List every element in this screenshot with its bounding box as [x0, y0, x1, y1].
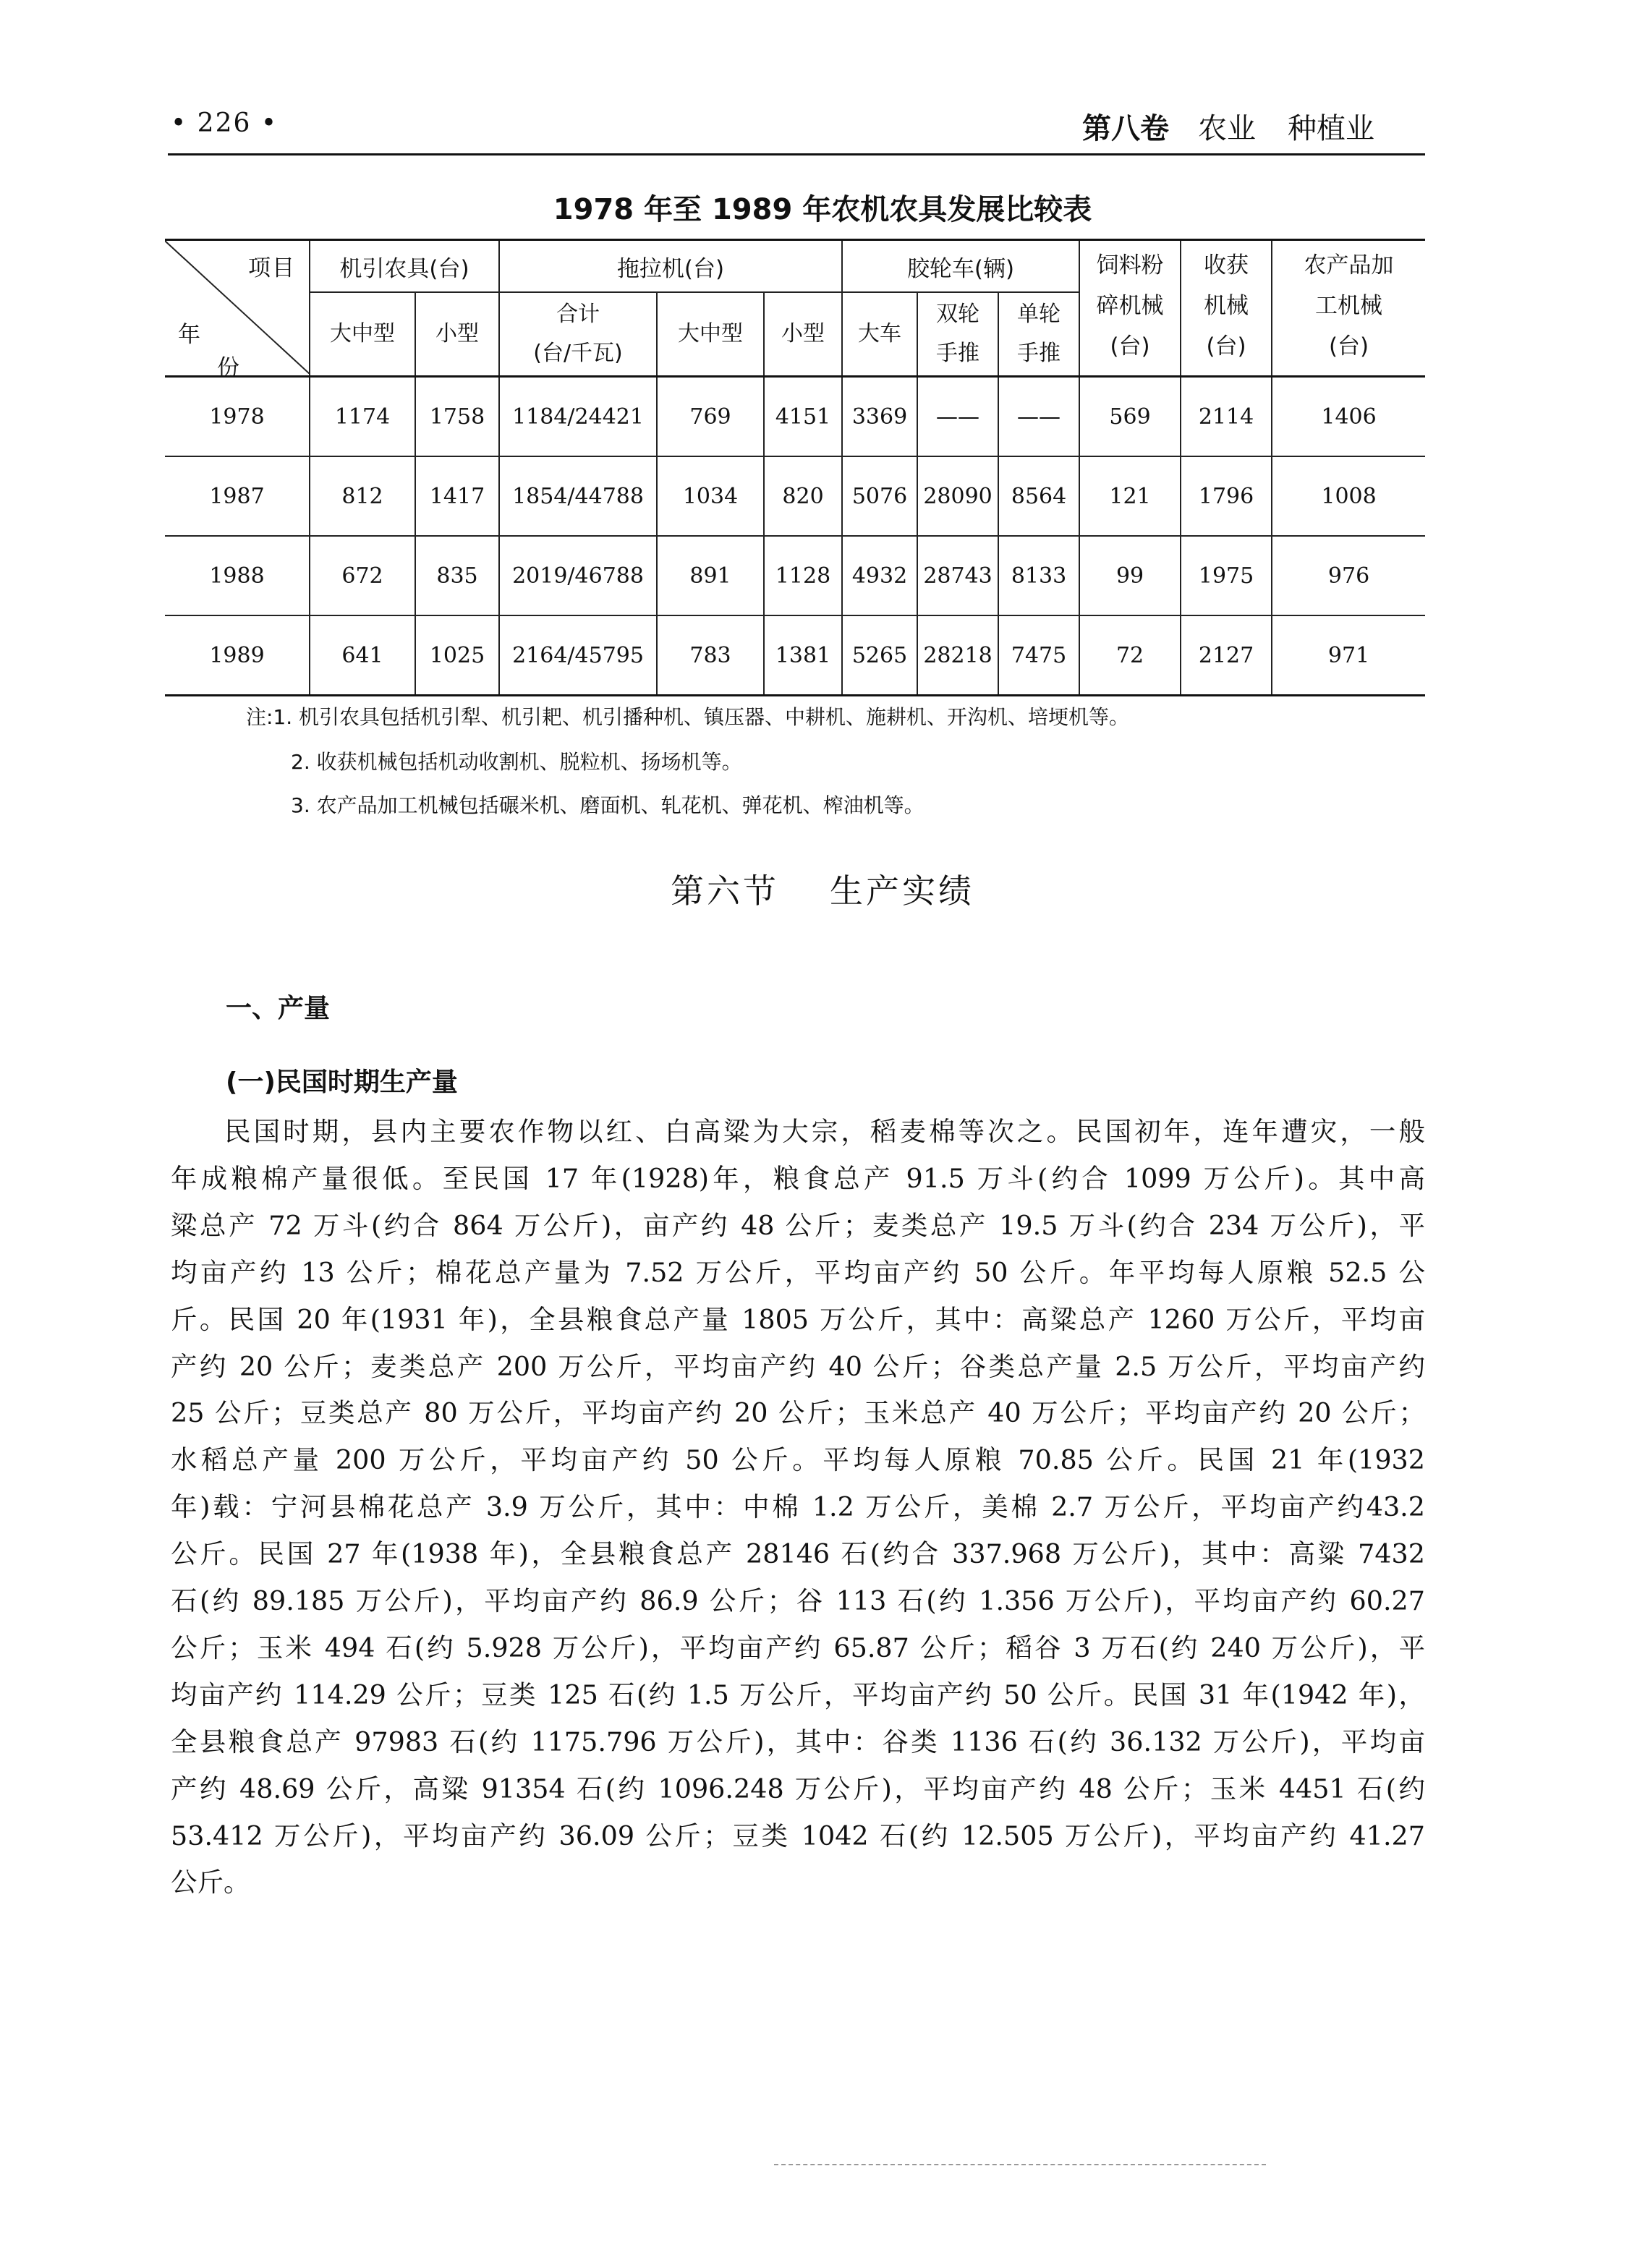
paragraph-line: 产约 48.69 公斤，高粱 91354 石(约 1096.248 万公斤)，平均亩产约 48 公斤；玉米 4451 石(约 [171, 1773, 1425, 1804]
running-header [1082, 106, 1374, 147]
category-label: 农业 [1198, 112, 1256, 145]
table-cell-c8: 8564 [998, 456, 1079, 536]
table-cell-c7: 28743 [917, 536, 998, 615]
table-cell-c1: 812 [310, 456, 415, 536]
paragraph-line: 斤。民国 20 年(1931 年)，全县粮食总产量 1805 万公斤，其中：高粱总产 1260 万公斤，平均亩 [171, 1303, 1425, 1335]
group-rubber-cart: 胶轮车(辆) [842, 240, 1079, 293]
table-row [165, 536, 1425, 615]
paragraph-line: 公斤。民国 27 年(1938 年)，全县粮食总产 28146 石(约合 337.968 万公斤)，其中：高粱 7432 [171, 1538, 1425, 1570]
table-cell-c3: 2019/46788 [499, 536, 657, 615]
paragraph-line: 民国时期，县内主要农作物以红、白高粱为大宗，稻麦棉等次之。民国初年，连年遭灾，一般 [224, 1116, 1425, 1147]
harvest-line2: 机械 [1204, 293, 1249, 319]
table-cell-c9: 72 [1079, 615, 1181, 696]
table-cell-c4: 891 [657, 536, 764, 615]
table-cell-c1: 1174 [310, 377, 415, 457]
heading-minguo-period: (一)民国时期生产量 [226, 1067, 458, 1097]
table-cell-c8: 7475 [998, 615, 1079, 696]
sub-double-line1: 双轮 [936, 302, 980, 327]
table-cell-c7: 28090 [917, 456, 998, 536]
feed-line2: 碎机械 [1096, 293, 1164, 319]
proc-line2: 工机械 [1315, 293, 1383, 319]
table-cell-c5: 4151 [764, 377, 842, 457]
section-name: 生产实绩 [830, 871, 974, 911]
corner-year-label-a: 年 [178, 322, 200, 348]
table-cell-c7: 28218 [917, 615, 998, 696]
table-cell-c10: 2114 [1181, 377, 1272, 457]
group-tractor: 拖拉机(台) [499, 240, 842, 293]
paragraph-line: 25 公斤；豆类总产 80 万公斤，平均亩产约 20 公斤；玉米总产 40 万公斤；平均亩产约 20 公斤； [171, 1397, 1425, 1429]
table-cell-c10: 1796 [1181, 456, 1272, 536]
table-cell-c8: —— [998, 377, 1079, 457]
table-cell-c4: 1034 [657, 456, 764, 536]
table-cell-c11: 1406 [1272, 377, 1425, 457]
paragraph-line: 年成粮棉产量很低。至民国 17 年(1928)年，粮食总产 91.5 万斗(约合 1099 万公斤)。其中高 [171, 1162, 1425, 1194]
corner-year-label-b: 份 [217, 355, 239, 381]
section-title [0, 865, 1645, 913]
sub-single-wheel [998, 292, 1079, 377]
sub-single-line2: 手推 [1017, 341, 1061, 366]
table-cell-c2: 1758 [415, 377, 499, 457]
table-cell-c1: 641 [310, 615, 415, 696]
scan-artifact-line [774, 2164, 1266, 2165]
paragraph-line: 粱总产 72 万斗(约合 864 万公斤)，亩产约 48 公斤；麦类总产 19.5 万斗(约合 234 万公斤)，平 [171, 1209, 1425, 1241]
harvest-line3: (台) [1206, 333, 1246, 359]
group-processing-machinery [1272, 240, 1425, 377]
table-cell-c7: —— [917, 377, 998, 457]
table-cell-c2: 1417 [415, 456, 499, 536]
sub-total-line1: 合计 [556, 302, 600, 327]
sub-total-line2: (台/千瓦) [533, 341, 623, 366]
table-cell-c11: 976 [1272, 536, 1425, 615]
table-cell-c3: 1184/24421 [499, 377, 657, 457]
paragraph-line: 公斤。 [171, 1867, 250, 1898]
table-body [165, 377, 1425, 696]
table-cell-c1: 672 [310, 536, 415, 615]
table-row [165, 615, 1425, 696]
table-cell-c10: 1975 [1181, 536, 1272, 615]
table-cell-c9: 121 [1079, 456, 1181, 536]
paragraph-line: 水稻总产量 200 万公斤，平均亩产约 50 公斤。平均每人原粮 70.85 公斤。民国 21 年(1932 [171, 1444, 1425, 1476]
table-title: 1978 年至 1989 年农机农具发展比较表 [553, 193, 1092, 226]
table-cell-c8: 8133 [998, 536, 1079, 615]
sub-double-line2: 手推 [936, 341, 980, 366]
proc-line3: (台) [1328, 333, 1369, 359]
harvest-line1: 收获 [1204, 252, 1249, 278]
table-cell-c9: 569 [1079, 377, 1181, 457]
table-row [165, 377, 1425, 457]
table-cell-c9: 99 [1079, 536, 1181, 615]
paragraph-line: 均亩产约 114.29 公斤；豆类 125 石(约 1.5 万公斤，平均亩产约 50 公斤。民国 31 年(1942 年)， [171, 1679, 1425, 1710]
sub-small: 小型 [415, 292, 499, 377]
table-cell-c4: 769 [657, 377, 764, 457]
table-cell-c6: 4932 [842, 536, 917, 615]
paragraph-line: 石(约 89.185 万公斤)，平均亩产约 86.9 公斤；谷 113 石(约 1.356 万公斤)，平均亩产约 60.27 [171, 1585, 1425, 1616]
table-cell-c5: 820 [764, 456, 842, 536]
table-cell-c4: 783 [657, 615, 764, 696]
table-cell-c6: 3369 [842, 377, 917, 457]
sub-big-cart: 大车 [842, 292, 917, 377]
sub-tractor-small: 小型 [764, 292, 842, 377]
table-cell-c2: 1025 [415, 615, 499, 696]
page-number: • 226 • [171, 108, 279, 138]
note-2: 2. 收获机械包括机动收割机、脱粒机、扬场机等。 [291, 750, 742, 774]
paragraph-line: 均亩产约 13 公斤；棉花总产量为 7.52 万公斤，平均亩产约 50 公斤。年平均每人原粮 52.5 公 [171, 1256, 1425, 1288]
table-cell-c5: 1128 [764, 536, 842, 615]
heading-production: 一、产量 [226, 994, 331, 1023]
note-1: 注:1. 机引农具包括机引犁、机引耙、机引播种机、镇压器、中耕机、施耕机、开沟机、培埂机等。 [246, 705, 1130, 729]
sub-total [499, 292, 657, 377]
paragraph-line: 年)载：宁河县棉花总产 3.9 万公斤，其中：中棉 1.2 万公斤，美棉 2.7 万公斤，平均亩产约43.2 [171, 1491, 1425, 1523]
volume-label: 第八卷 [1082, 112, 1169, 145]
paragraph-line: 产约 20 公斤；麦类总产 200 万公斤，平均亩产约 40 公斤；谷类总产量 2.5 万公斤，平均亩产约 [171, 1350, 1425, 1382]
table-cell-c10: 2127 [1181, 615, 1272, 696]
paragraph-line: 53.412 万公斤)，平均亩产约 36.09 公斤；豆类 1042 石(约 12.505 万公斤)，平均亩产约 41.27 [171, 1820, 1425, 1851]
table-cell-year: 1987 [165, 456, 310, 536]
group-harvest-machinery [1181, 240, 1272, 377]
machinery-table [165, 239, 1425, 696]
table-row [165, 456, 1425, 536]
table-cell-c3: 1854/44788 [499, 456, 657, 536]
sub-single-line1: 单轮 [1017, 302, 1061, 327]
feed-line3: (台) [1110, 333, 1150, 359]
table-cell-c11: 1008 [1272, 456, 1425, 536]
subcategory-label: 种植业 [1288, 112, 1374, 145]
group-feed-machinery [1079, 240, 1181, 377]
table-cell-c2: 835 [415, 536, 499, 615]
note-3: 3. 农产品加工机械包括碾米机、磨面机、轧花机、弹花机、榨油机等。 [291, 793, 924, 817]
proc-line1: 农产品加 [1304, 252, 1394, 278]
table-cell-c11: 971 [1272, 615, 1425, 696]
sub-double-wheel [917, 292, 998, 377]
table-cell-c6: 5076 [842, 456, 917, 536]
table-cell-year: 1978 [165, 377, 310, 457]
sub-tractor-large-medium: 大中型 [657, 292, 764, 377]
corner-header-cell [165, 240, 310, 381]
feed-line1: 饲料粉 [1096, 252, 1164, 278]
paragraph-line: 全县粮食总产 97983 石(约 1175.796 万公斤)，其中：谷类 1136 石(约 36.132 万公斤)，平均亩 [171, 1726, 1425, 1757]
sub-large-medium: 大中型 [310, 292, 415, 377]
table-cell-c3: 2164/45795 [499, 615, 657, 696]
corner-item-label: 项目 [248, 255, 296, 281]
table-cell-c5: 1381 [764, 615, 842, 696]
section-number: 第六节 [671, 871, 779, 911]
group-tractor-drawn: 机引农具(台) [310, 240, 499, 293]
table-cell-year: 1989 [165, 615, 310, 696]
table-cell-year: 1988 [165, 536, 310, 615]
table-cell-c6: 5265 [842, 615, 917, 696]
header-rule [168, 153, 1425, 155]
paragraph-line: 公斤；玉米 494 石(约 5.928 万公斤)，平均亩产约 65.87 公斤；稻谷 3 万石(约 240 万公斤)，平 [171, 1632, 1425, 1663]
